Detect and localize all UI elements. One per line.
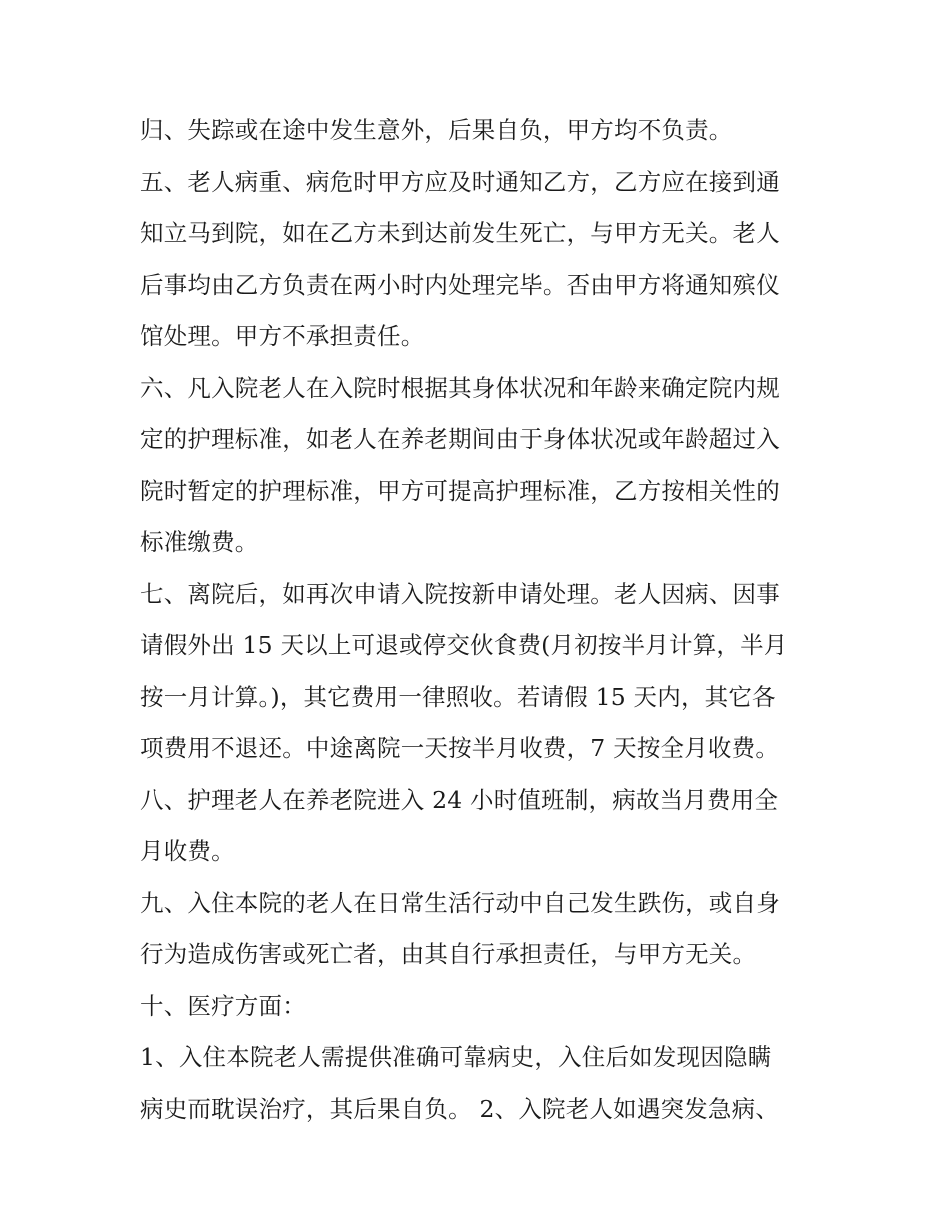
text-line: 九、入住本院的老人在日常生活行动中自己发生跌伤，或自身 — [140, 888, 780, 917]
text-line: 请假外出 15 天以上可退或停交伙食费(月初按半月计算，半月 — [140, 631, 788, 659]
text-line: 院时暂定的护理标准，甲方可提高护理标准，乙方按相关性的 — [140, 476, 780, 505]
text-line: 八、护理老人在养老院进入 24 小时值班制，病故当月费用全 — [140, 785, 779, 814]
document-body — [140, 105, 820, 1135]
text-line: 五、老人病重、病危时甲方应及时通知乙方，乙方应在接到通 — [140, 167, 780, 196]
text-line: 后事均由乙方负责在两小时内处理完毕。否由甲方将通知殡仪 — [140, 270, 780, 299]
text-line: 病史而耽误治疗，其后果自负。 2、入院老人如遇突发急病、 — [140, 1094, 780, 1123]
text-line: 1、入住本院老人需提供准确可靠病史，入住后如发现因隐瞒 — [140, 1043, 772, 1071]
text-line: 按一月计算。)，其它费用一律照收。若请假 15 天内，其它各 — [140, 682, 776, 711]
text-line: 十、医疗方面： — [140, 991, 306, 1020]
text-line: 六、凡入院老人在入院时根据其身体状况和年龄来确定院内规 — [140, 373, 780, 402]
text-line: 七、离院后，如再次申请入院按新申请处理。老人因病、因事 — [140, 579, 780, 608]
text-line: 馆处理。甲方不承担责任。 — [140, 322, 425, 350]
text-line: 归、失踪或在途中发生意外，后果自负，甲方均不负责。 — [140, 116, 733, 144]
text-line: 项费用不退还。中途离院一天按半月收费，7 天按全月收费。 — [140, 734, 780, 762]
text-line: 月收费。 — [140, 837, 235, 865]
text-line: 定的护理标准，如老人在养老期间由于身体状况或年龄超过入 — [140, 425, 780, 453]
text-line: 标准缴费。 — [140, 528, 259, 556]
text-line: 知立马到院，如在乙方未到达前发生死亡，与甲方无关。老人 — [140, 219, 780, 247]
text-line: 行为造成伤害或死亡者，由其自行承担责任，与甲方无关。 — [140, 940, 757, 968]
